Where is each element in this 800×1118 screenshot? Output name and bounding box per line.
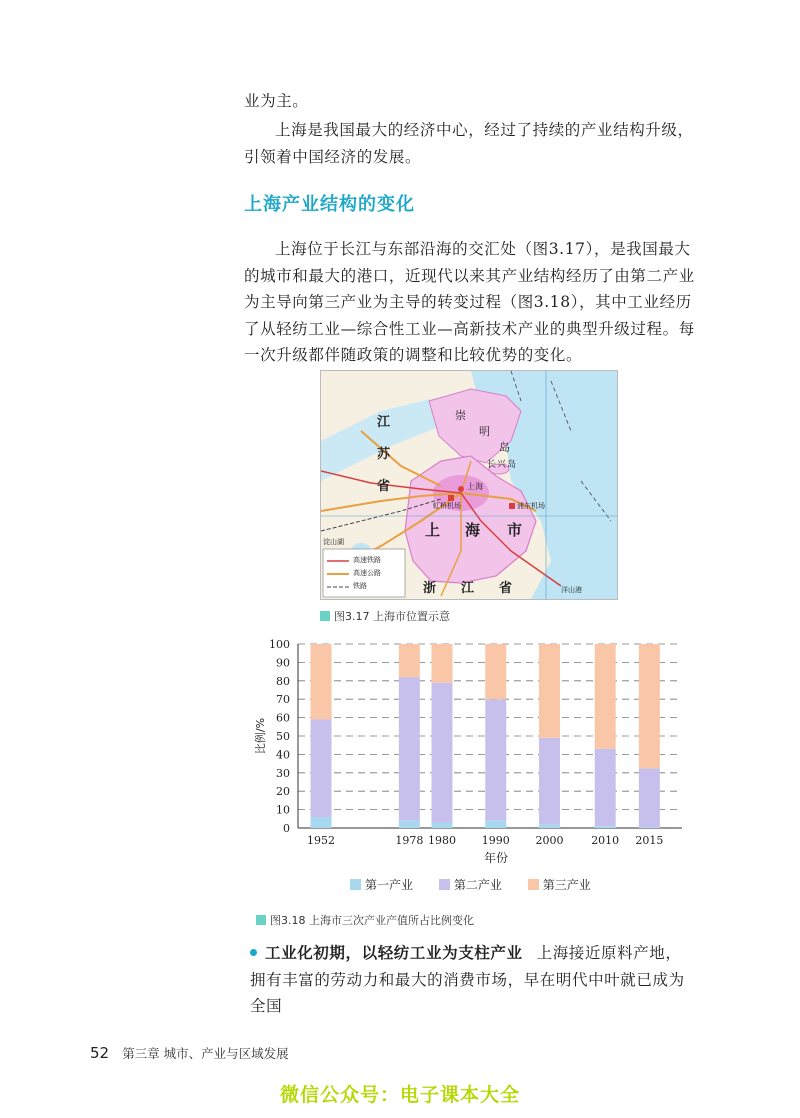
map-label-zhe: 浙: [423, 581, 437, 596]
legend-item-tertiary: [528, 878, 591, 892]
industry-ratio-chart: [250, 630, 690, 870]
legend-swatch-tertiary: [528, 879, 539, 890]
x-tick-label: 1952: [307, 834, 336, 847]
map-label-xing: 兴: [497, 460, 507, 470]
legend-item-primary: [350, 878, 413, 892]
bar-segment-2000-0: [539, 824, 560, 828]
text-line-top: 业为主。: [244, 92, 309, 110]
map-label-shanghai-pin: 上海: [467, 482, 483, 491]
bar-segment-2015-2: [639, 644, 660, 768]
bullet-text-2: 拥有丰富的劳动力和最大的消费市场，早在明代中叶就已成为全国: [250, 970, 685, 1015]
map-label-jiang2: 江: [461, 581, 475, 596]
map-caption: [320, 608, 450, 624]
x-tick-label: 1990: [481, 834, 510, 847]
section-heading: 上海产业结构的变化: [244, 194, 415, 215]
map-label-lake: 淀山湖: [323, 538, 344, 546]
bar-segment-1952-1: [311, 719, 332, 817]
x-tick-label: 1978: [395, 834, 424, 847]
y-tick-label: 30: [276, 766, 290, 780]
bar-segment-2000-2: [539, 644, 560, 738]
bar-segment-2015-1: [639, 768, 660, 827]
chart-caption: [256, 912, 474, 928]
bar-segment-1980-1: [432, 683, 453, 823]
bar-segment-2015-0: [639, 827, 660, 828]
map-label-big-shi: 市: [507, 521, 523, 539]
bar-segment-1952-2: [311, 644, 332, 719]
map-label-big-hai: 海: [465, 521, 481, 539]
bar-segment-1990-1: [485, 699, 506, 820]
bar-segment-1980-0: [432, 822, 453, 828]
y-tick-label: 10: [276, 803, 290, 817]
chart-caption-text: 图3.18 上海市三次产业产值所占比例变化: [270, 914, 474, 927]
map-label-big-shang: 上: [425, 521, 441, 539]
map-label-hongqiao: 虹桥机场: [433, 502, 461, 510]
legend-label-tertiary: 第三产业: [542, 878, 591, 892]
bullet-text-1: 上海接近原料产地，: [536, 944, 682, 962]
caption-marker-icon: [320, 611, 330, 621]
bar-segment-2010-0: [595, 826, 616, 828]
map-label-pudong: 浦东机场: [517, 502, 545, 510]
legend-label-secondary: 第二产业: [453, 878, 502, 892]
map-label-su: 苏: [377, 447, 391, 462]
bullet-dot-icon: [250, 949, 257, 956]
bar-segment-1978-2: [399, 644, 420, 677]
x-axis-title: 年份: [483, 851, 509, 865]
page-footer: [90, 1043, 289, 1062]
bar-segment-2000-1: [539, 738, 560, 824]
y-tick-label: 80: [276, 674, 290, 688]
bullet-paragraph: [250, 940, 700, 1020]
y-tick-label: 0: [283, 822, 290, 835]
x-tick-label: 2000: [535, 834, 564, 847]
shanghai-location-map: [320, 370, 618, 600]
y-tick-label: 90: [276, 656, 290, 670]
map-legend-expressway: 高速公路: [353, 569, 381, 577]
y-tick-label: 70: [276, 693, 290, 707]
x-tick-label: 2015: [635, 834, 664, 847]
x-tick-label: 2010: [591, 834, 620, 847]
legend-item-secondary: [439, 878, 502, 892]
map-label-ming: 明: [479, 425, 490, 438]
wechat-watermark: 微信公众号：电子课本大全: [279, 1084, 520, 1106]
map-caption-text: 图3.17 上海市位置示意: [334, 610, 450, 623]
legend-swatch-primary: [350, 879, 361, 890]
paragraph-industrial-structure: 上海位于长江与东部沿海的交汇处（图3.17），是我国最大的城市和最大的港口，近现代以来其产业结构经历了由第二产业为主导向第三产业为主导的转变过程（图3.18），其中工业经历了从轻纺工业—综合性工业—高新技术产业的典型升级过程。每一次升级都伴随政策的调整和比较优势的变化。: [244, 240, 695, 364]
chapter-title: 第三章 城市、产业与区域发展: [122, 1046, 289, 1061]
map-label-dao: 岛: [499, 441, 510, 454]
bar-segment-2010-1: [595, 749, 616, 826]
x-tick-label: 1980: [428, 834, 456, 847]
legend-swatch-secondary: [439, 879, 450, 890]
y-tick-label: 20: [276, 785, 290, 799]
map-label-sheng: 省: [377, 479, 391, 494]
map-label-sheng2: 省: [499, 581, 513, 596]
bar-segment-2010-2: [595, 644, 616, 749]
map-label-yangshan: 洋山港: [561, 586, 582, 594]
y-tick-label: 60: [276, 711, 290, 725]
bar-segment-1952-0: [311, 817, 332, 828]
bar-segment-1978-0: [399, 821, 420, 828]
map-label-jiang: 江: [377, 415, 391, 430]
bar-segment-1990-0: [485, 821, 506, 828]
y-tick-label: 40: [276, 748, 290, 762]
bullet-title: 工业化初期，以轻纺工业为支柱产业: [265, 943, 523, 962]
map-legend-hsr: 高速铁路: [353, 556, 381, 564]
paragraph-shanghai-economy: 上海是我国最大的经济中心，经过了持续的产业结构升级，引领着中国经济的发展。: [244, 121, 694, 166]
page-number: 52: [90, 1044, 110, 1062]
legend-label-primary: 第一产业: [365, 878, 414, 892]
y-tick-label: 100: [269, 638, 290, 651]
y-tick-label: 50: [276, 730, 290, 743]
bar-segment-1990-2: [485, 644, 506, 699]
chart-legend: [350, 876, 650, 893]
map-label-dao2: 岛: [507, 460, 517, 470]
bar-segment-1980-2: [432, 644, 453, 683]
caption-marker-icon: [256, 915, 266, 925]
map-label-zhang: 长: [487, 460, 497, 470]
map-legend-railway: 铁路: [353, 582, 367, 590]
map-label-chong: 崇: [455, 409, 466, 422]
y-axis-title: 比例/%: [254, 717, 267, 755]
bar-segment-1978-1: [399, 677, 420, 821]
